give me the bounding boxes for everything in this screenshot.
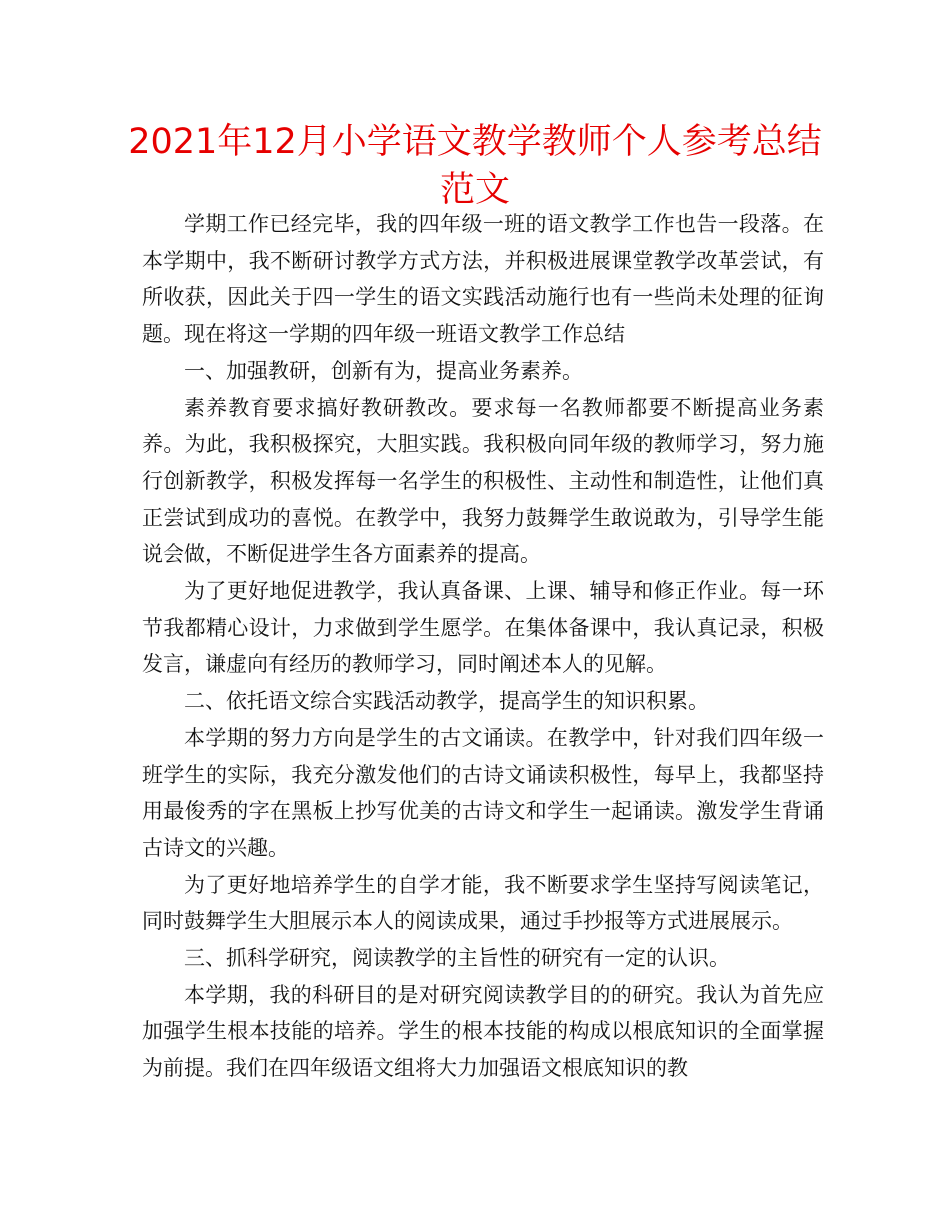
paragraph: 为了更好地促进教学，我认真备课、上课、辅导和修正作业。每一环节我都精心设计，力求做到学生愿学。在集体备课中，我认真记录，积极发言，谦虚向有经历的教师学习，同时阐述本人的见解。 <box>142 579 824 677</box>
paragraph: 本学期的努力方向是学生的古文诵读。在教学中，针对我们四年级一班学生的实际，我充分激发他们的古诗文诵读积极性，每早上，我都坚持用最俊秀的字在黑板上抄写优美的古诗文和学生一起诵读。激发学生背诵古诗文的兴趣。 <box>142 725 824 860</box>
document-title: 2021年12月小学语文教学教师个人参考总结范文 <box>128 122 822 210</box>
document-body <box>142 206 824 1087</box>
paragraph: 本学期，我的科研目的是对研究阅读教学目的的研究。我认为首先应加强学生根本技能的培养。学生的根本技能的构成以根底知识的全面掌握为前提。我们在四年级语文组将大力加强语文根底知识的教 <box>142 982 824 1081</box>
paragraph: 素养教育要求搞好教研教改。要求每一名教师都要不断提高业务素养。为此，我积极探究，大胆实践。我积极向同年级的教师学习，努力施行创新教学，积极发挥每一名学生的积极性、主动性和制造性，让他们真正尝试到成功的喜悦。在教学中，我努力鼓舞学生敢说敢为，引导学生能说会做，不断促进学生各方面素养的提高。 <box>142 395 824 567</box>
paragraph: 学期工作已经完毕，我的四年级一班的语文教学工作也告一段落。在本学期中，我不断研讨教学方式方法，并积极进展课堂教学改革尝试，有所收获，因此关于四一学生的语文实践活动施行也有一些尚未处理的征询题。现在将这一学期的四年级一班语文教学工作总结 <box>142 212 824 347</box>
section-heading-3: 三、抓科学研究，阅读教学的主旨性的研究有一定的认识。 <box>184 946 730 971</box>
section-heading-2: 二、依托语文综合实践活动教学，提高学生的知识积累。 <box>184 689 709 714</box>
paragraph: 为了更好地培养学生的自学才能，我不断要求学生坚持写阅读笔记，同时鼓舞学生大胆展示本人的阅读成果，通过手抄报等方式进展展示。 <box>142 872 824 934</box>
section-heading-1: 一、加强教研，创新有为，提高业务素养。 <box>184 358 583 383</box>
